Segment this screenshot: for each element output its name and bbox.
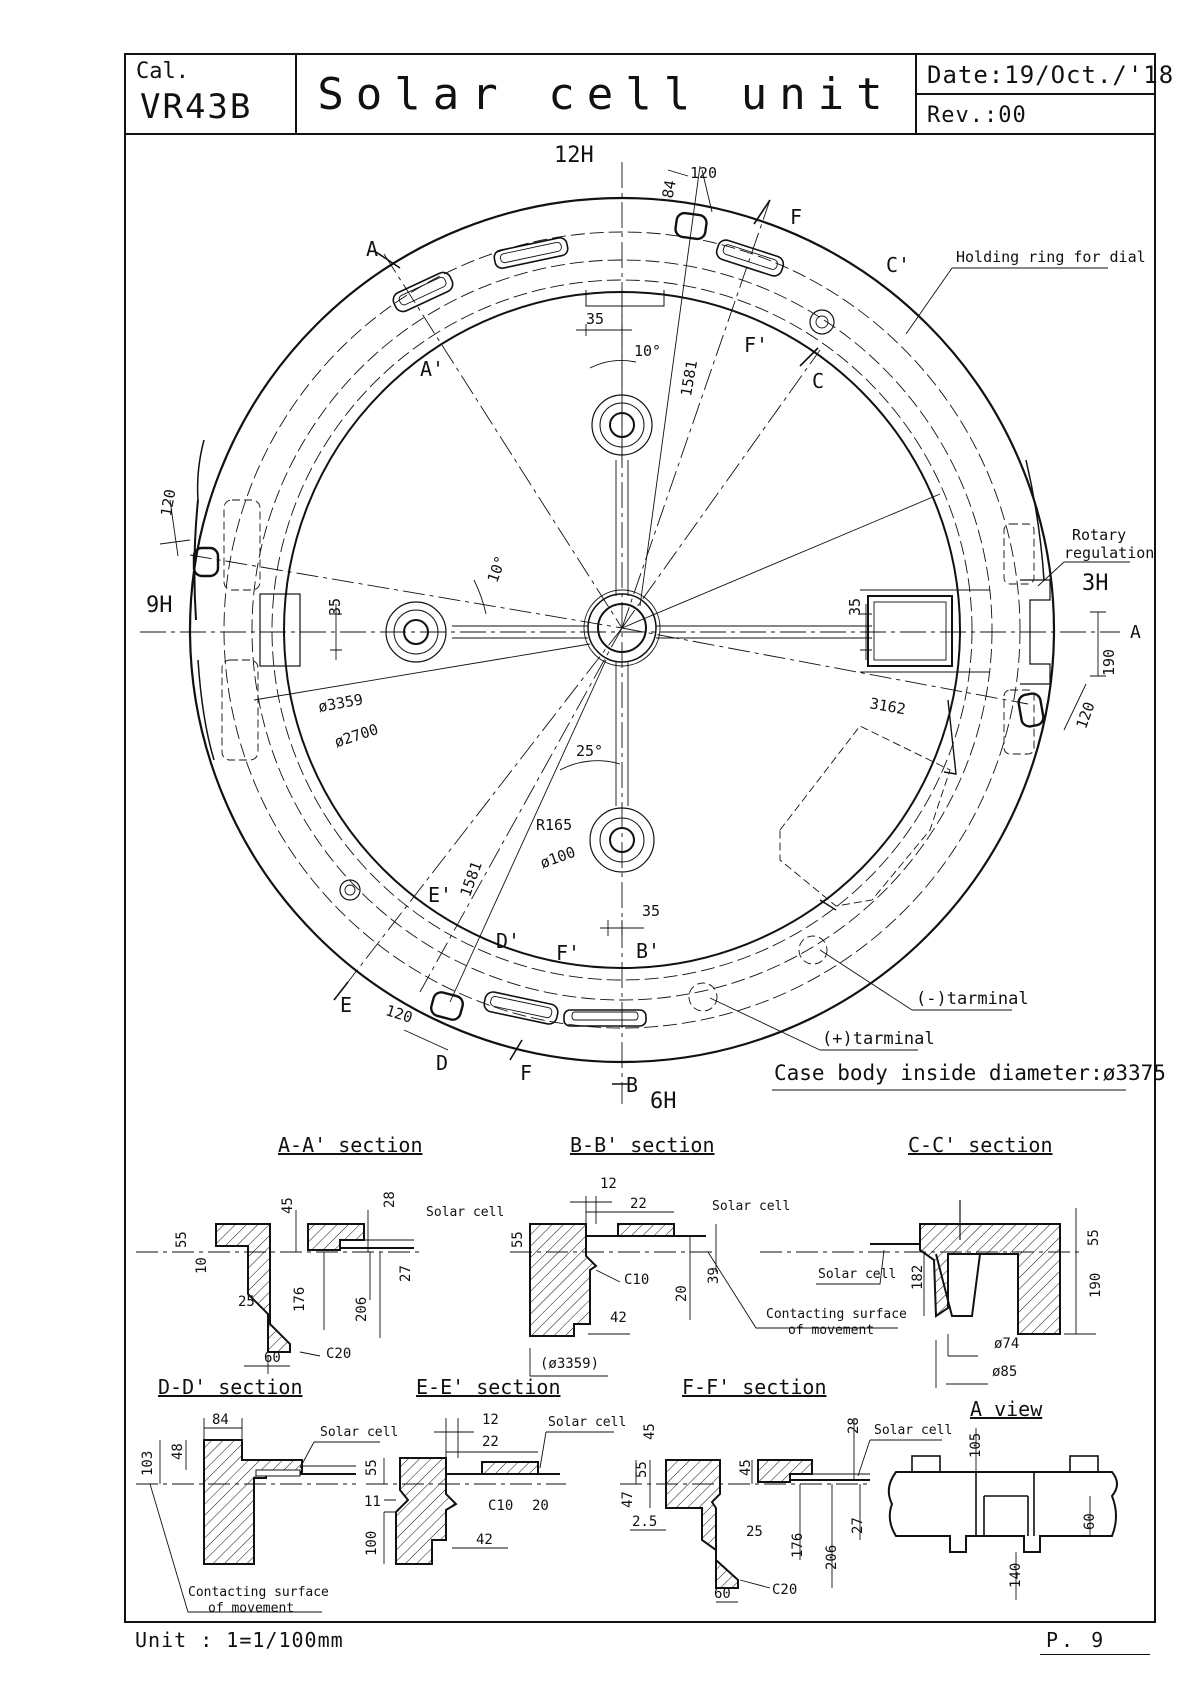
svg-text:20: 20 xyxy=(674,1285,690,1302)
svg-text:105: 105 xyxy=(968,1432,984,1458)
dim-120-top: 120 xyxy=(690,164,718,182)
svg-text:48: 48 xyxy=(170,1443,186,1460)
section-marker-f-prime-bottom: F' xyxy=(556,941,581,965)
section-ff-title: F-F' section xyxy=(682,1375,827,1399)
section-cc-title: C-C' section xyxy=(908,1133,1053,1157)
date-text: Date:19/Oct./'18 xyxy=(927,61,1175,89)
rotary-callout-2: regulation xyxy=(1064,544,1155,562)
svg-text:39: 39 xyxy=(706,1267,722,1284)
svg-text:of movement: of movement xyxy=(208,1601,295,1616)
svg-text:2.5: 2.5 xyxy=(632,1514,658,1530)
main-plan-view xyxy=(140,162,1120,1104)
svg-text:Contacting surface: Contacting surface xyxy=(766,1307,907,1322)
svg-text:84: 84 xyxy=(212,1412,229,1428)
svg-text:C20: C20 xyxy=(772,1582,798,1598)
svg-text:60: 60 xyxy=(1082,1513,1098,1530)
svg-text:45: 45 xyxy=(280,1197,296,1214)
svg-text:140: 140 xyxy=(1008,1562,1024,1588)
arrow-a-label: A xyxy=(1130,622,1141,643)
svg-text:42: 42 xyxy=(610,1310,627,1326)
a-view-title: A view xyxy=(970,1397,1043,1421)
dim-1581-bottom: 1581 xyxy=(456,858,486,900)
section-marker-e-prime: E' xyxy=(428,883,453,907)
svg-text:11: 11 xyxy=(364,1494,381,1510)
section-cc xyxy=(760,1133,1104,1388)
svg-text:60: 60 xyxy=(264,1350,281,1366)
section-aa xyxy=(136,1133,504,1374)
label-6h: 6H xyxy=(650,1089,677,1114)
svg-text:10: 10 xyxy=(194,1257,210,1274)
svg-text:Contacting surface: Contacting surface xyxy=(188,1585,329,1600)
section-marker-b-prime: B' xyxy=(636,939,661,963)
section-marker-d-prime: D' xyxy=(496,929,521,953)
svg-text:25: 25 xyxy=(238,1294,255,1310)
svg-text:176: 176 xyxy=(292,1286,308,1312)
dim-120-left: 120 xyxy=(157,487,180,518)
svg-text:45: 45 xyxy=(642,1423,658,1440)
dd-solar-cell: Solar cell xyxy=(320,1425,399,1440)
case-body-callout: Case body inside diameter:ø3375 xyxy=(774,1061,1166,1085)
dim-phi100: ø100 xyxy=(537,842,578,873)
caliber-label: Cal. xyxy=(136,59,189,84)
section-bb-title: B-B' section xyxy=(570,1133,715,1157)
section-dd-title: D-D' section xyxy=(158,1375,303,1399)
dim-35-top: 35 xyxy=(586,310,605,328)
svg-text:12: 12 xyxy=(600,1176,617,1192)
svg-text:22: 22 xyxy=(630,1196,647,1212)
svg-text:45: 45 xyxy=(738,1459,754,1476)
page-underline xyxy=(1040,1654,1150,1655)
section-marker-a: A xyxy=(366,237,379,261)
svg-text:55: 55 xyxy=(510,1231,526,1248)
svg-text:ø85: ø85 xyxy=(992,1364,1018,1380)
svg-text:42: 42 xyxy=(476,1532,493,1548)
section-marker-c: C xyxy=(812,369,825,393)
dim-angle10-left: 10° xyxy=(483,553,510,585)
svg-text:C20: C20 xyxy=(326,1346,352,1362)
ff-solar-cell: Solar cell xyxy=(874,1423,953,1438)
revision-text: Rev.:00 xyxy=(927,103,1027,128)
svg-text:22: 22 xyxy=(482,1434,499,1450)
section-ee xyxy=(364,1375,626,1564)
svg-text:55: 55 xyxy=(634,1461,650,1478)
section-ee-title: E-E' section xyxy=(416,1375,561,1399)
svg-text:27: 27 xyxy=(850,1517,866,1534)
dim-angle25: 25° xyxy=(576,742,604,760)
dim-35-left: 35 xyxy=(326,597,344,616)
label-3h: 3H xyxy=(1082,571,1109,596)
section-marker-d: D xyxy=(436,1051,449,1075)
dim-angle10-top: 10° xyxy=(634,342,662,360)
dim-120-right: 120 xyxy=(1072,699,1099,732)
section-marker-a-prime: A' xyxy=(420,357,445,381)
drawing-title: Solar cell unit xyxy=(317,68,895,120)
svg-text:C10: C10 xyxy=(624,1272,650,1288)
svg-text:55: 55 xyxy=(364,1459,380,1476)
label-12h: 12H xyxy=(554,143,594,168)
dim-35-right: 35 xyxy=(846,597,864,616)
svg-text:190: 190 xyxy=(1088,1272,1104,1298)
svg-text:206: 206 xyxy=(354,1296,370,1322)
holding-ring-callout: Holding ring for dial xyxy=(956,248,1146,266)
svg-text:ø74: ø74 xyxy=(994,1336,1020,1352)
dim-phi3359: ø3359 xyxy=(316,690,365,716)
section-marker-f-prime: F' xyxy=(744,333,769,357)
svg-text:182: 182 xyxy=(910,1264,926,1290)
aa-solar-cell: Solar cell xyxy=(426,1205,505,1220)
svg-text:100: 100 xyxy=(364,1530,380,1556)
svg-text:176: 176 xyxy=(790,1532,806,1558)
label-9h: 9H xyxy=(146,593,173,618)
svg-text:20: 20 xyxy=(532,1498,549,1514)
dim-r165: R165 xyxy=(536,816,573,834)
section-dd xyxy=(136,1375,398,1616)
bb-solar-cell: Solar cell xyxy=(712,1199,791,1214)
cc-solar-cell: Solar cell xyxy=(818,1267,897,1282)
svg-text:(ø3359): (ø3359) xyxy=(540,1356,600,1372)
svg-text:103: 103 xyxy=(140,1450,156,1476)
section-bb xyxy=(510,1133,907,1376)
dim-120-bottom: 120 xyxy=(383,1001,415,1027)
minus-terminal-callout: (-)tarminal xyxy=(916,989,1029,1009)
dim-84: 84 xyxy=(658,178,680,200)
svg-text:55: 55 xyxy=(1086,1229,1102,1246)
svg-text:of movement: of movement xyxy=(788,1323,875,1338)
svg-text:C10: C10 xyxy=(488,1498,514,1514)
unit-note: Unit : 1=1/100mm xyxy=(135,1628,344,1652)
section-marker-b: B xyxy=(626,1073,639,1097)
svg-text:12: 12 xyxy=(482,1412,499,1428)
section-marker-c-prime: C' xyxy=(886,253,911,277)
dim-3162: 3162 xyxy=(868,694,908,719)
page-number: P. 9 xyxy=(1046,1628,1107,1652)
svg-text:28: 28 xyxy=(382,1191,398,1208)
caliber-value: VR43B xyxy=(140,87,253,127)
dim-1581-top: 1581 xyxy=(677,358,702,398)
dim-190-right: 190 xyxy=(1100,648,1118,676)
svg-text:27: 27 xyxy=(398,1265,414,1282)
svg-text:47: 47 xyxy=(620,1491,636,1508)
ee-solar-cell: Solar cell xyxy=(548,1415,627,1430)
dim-35-bottom: 35 xyxy=(642,902,661,920)
svg-text:206: 206 xyxy=(824,1544,840,1570)
svg-text:60: 60 xyxy=(714,1586,731,1602)
section-marker-f-bottom: F xyxy=(520,1061,533,1085)
plus-terminal-callout: (+)tarminal xyxy=(822,1029,935,1049)
svg-text:28: 28 xyxy=(846,1417,862,1434)
svg-text:25: 25 xyxy=(746,1524,763,1540)
svg-text:55: 55 xyxy=(174,1231,190,1248)
section-marker-e: E xyxy=(340,993,353,1017)
ring-slots xyxy=(194,212,1045,1026)
dim-phi2700: ø2700 xyxy=(332,720,381,752)
section-marker-f: F xyxy=(790,205,803,229)
rotary-callout-1: Rotary xyxy=(1072,526,1127,544)
section-aa-title: A-A' section xyxy=(278,1133,423,1157)
